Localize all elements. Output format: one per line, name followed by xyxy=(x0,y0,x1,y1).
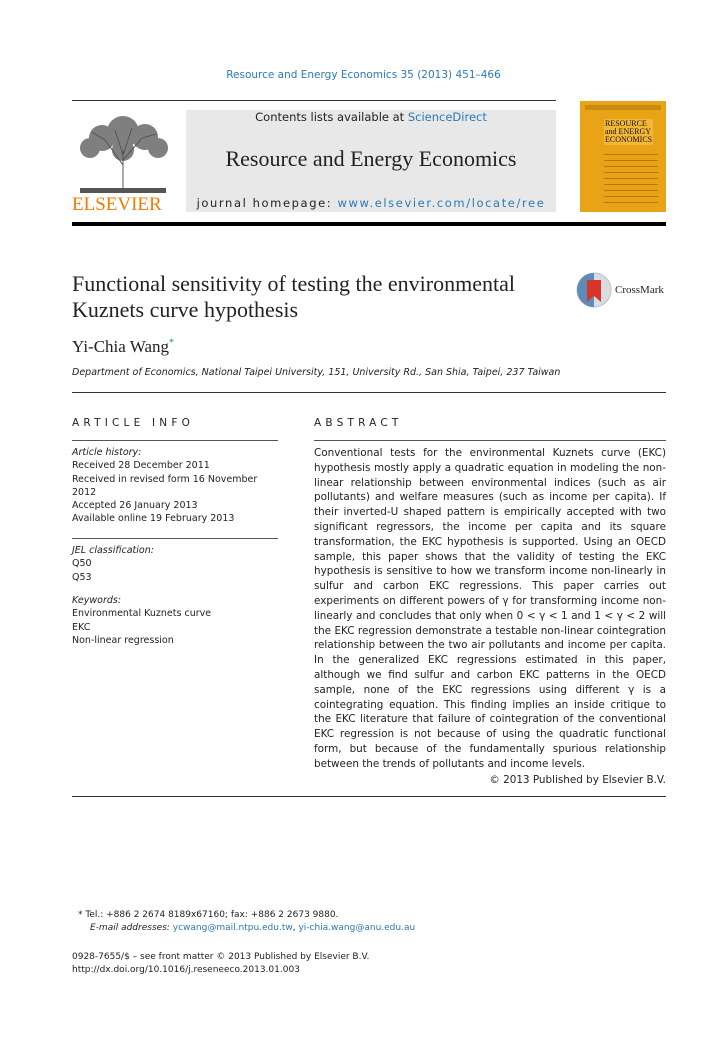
cover-contents-lines xyxy=(604,149,658,203)
cover-title: RESOURCE and ENERGY ECONOMICS xyxy=(605,119,653,144)
contents-prefix: Contents lists available at xyxy=(255,110,408,124)
author-name: Yi-Chia Wang xyxy=(72,337,170,356)
email-link-1[interactable]: ycwang@mail.ntpu.edu.tw xyxy=(172,923,293,933)
article-info-rule xyxy=(72,440,278,441)
contents-line xyxy=(186,110,556,124)
crossmark-badge[interactable] xyxy=(576,272,672,308)
issn-line: 0928-7655/$ – see front matter © 2013 Published by Elsevier B.V. xyxy=(72,952,370,962)
top-rule xyxy=(72,100,556,101)
author-footnote-link[interactable]: * xyxy=(169,337,175,349)
crossmark-icon xyxy=(576,272,612,308)
history-item: Received in revised form 16 November xyxy=(72,473,258,485)
abstract-end-rule xyxy=(72,796,666,797)
keywords-label: Keywords: xyxy=(72,595,122,606)
jel-code: Q50 xyxy=(72,558,92,570)
paper-title: Functional sensitivity of testing the environmental Kuznets curve hypothesis xyxy=(72,271,515,322)
history-item: Accepted 26 January 2013 xyxy=(72,500,198,512)
elsevier-tree-logo xyxy=(70,110,176,212)
jel-label: JEL classification: xyxy=(72,545,154,556)
sciencedirect-link[interactable]: ScienceDirect xyxy=(407,110,487,124)
keyword: EKC xyxy=(72,621,91,633)
keyword: Non-linear regression xyxy=(72,634,174,646)
history-item: Available online 19 February 2013 xyxy=(72,513,235,525)
journal-homepage xyxy=(186,196,556,210)
footnote-tel-text: Tel.: +886 2 2674 8189x67160; fax: +886 2 2673 9880. xyxy=(85,910,339,920)
affiliation-rule xyxy=(72,392,666,393)
keyword: Environmental Kuznets curve xyxy=(72,608,212,620)
article-info-heading: ARTICLE INFO xyxy=(72,417,195,429)
journal-reference[interactable]: Resource and Energy Economics 35 (2013) 451–466 xyxy=(226,69,501,81)
history-item: 2012 xyxy=(72,486,97,498)
footnote-emails xyxy=(90,923,415,933)
header-thick-rule xyxy=(72,222,666,226)
crossmark-label: CrossMark xyxy=(615,284,664,296)
abstract-rule xyxy=(314,440,666,441)
footnote-tel xyxy=(78,910,338,920)
elsevier-wordmark: ELSEVIER xyxy=(72,194,162,212)
history-item: Received 28 December 2011 xyxy=(72,460,210,472)
doi-link[interactable]: http://dx.doi.org/10.1016/j.reseneeco.2013.01.003 xyxy=(72,965,300,975)
affiliation: Department of Economics, National Taipei University, 151, University Rd., San Shia, Taipei, 237 Taiwan xyxy=(72,367,561,378)
email-link-2[interactable]: yi-chia.wang@anu.edu.au xyxy=(298,923,416,933)
homepage-link[interactable]: www.elsevier.com/locate/ree xyxy=(337,196,546,210)
abstract-text: Conventional tests for the environmental Kuznets curve (EKC) hypothesis mostly apply a quadratic equation in modeling the non-linear relationship between environmental indices (such as air pollutants) and welfare measures (such as income per capita). If their inverted-U shaped pattern is empirically accepted with two significant regressors, the income per capita and its square transformation, the EKC hypothesis is supported. Using an OECD sample, this paper shows that the validity of testing the EKC hypothesis is sensitive to how we transform income non-linearly in sulfur and carbon EKC regressions. This paper carries out experiments on different powers of γ for transforming income non-linearly and concludes that only when 0 < γ < 1 and 1 < γ < 2 will the EKC regression demonstrate a testable non-linear cointegration relationship between the two air pollutants and income per capita. In the generalized EKC regressions estimated in this paper, although we find sulfur and carbon EKC patterns in the OECD sample, none of the EKC regressions using different γ is a cointegrating equation. This finding implies an inside critique to the EKC literature that failure of cointegration of the conventional EKC regression is not because of using the quadratic functional form, but because of the fundamentally spurious relationship between the trends of pollutants and income levels. xyxy=(314,447,666,770)
journal-title: Resource and Energy Economics xyxy=(225,146,517,171)
email-separator: , xyxy=(292,923,299,933)
abstract-heading: ABSTRACT xyxy=(314,417,403,429)
history-label: Article history: xyxy=(72,447,142,458)
author xyxy=(72,337,174,357)
jel-classification xyxy=(72,544,278,584)
cover-strip xyxy=(585,105,661,110)
homepage-prefix: journal homepage: xyxy=(196,196,338,210)
email-label: E-mail addresses: xyxy=(90,923,170,933)
journal-cover[interactable] xyxy=(580,101,666,212)
article-history xyxy=(72,446,278,526)
abstract-copyright: © 2013 Published by Elsevier B.V. xyxy=(489,774,666,786)
jel-code: Q53 xyxy=(72,571,92,583)
history-rule xyxy=(72,538,278,539)
footnote-mark: * xyxy=(78,910,83,920)
keywords xyxy=(72,594,278,647)
